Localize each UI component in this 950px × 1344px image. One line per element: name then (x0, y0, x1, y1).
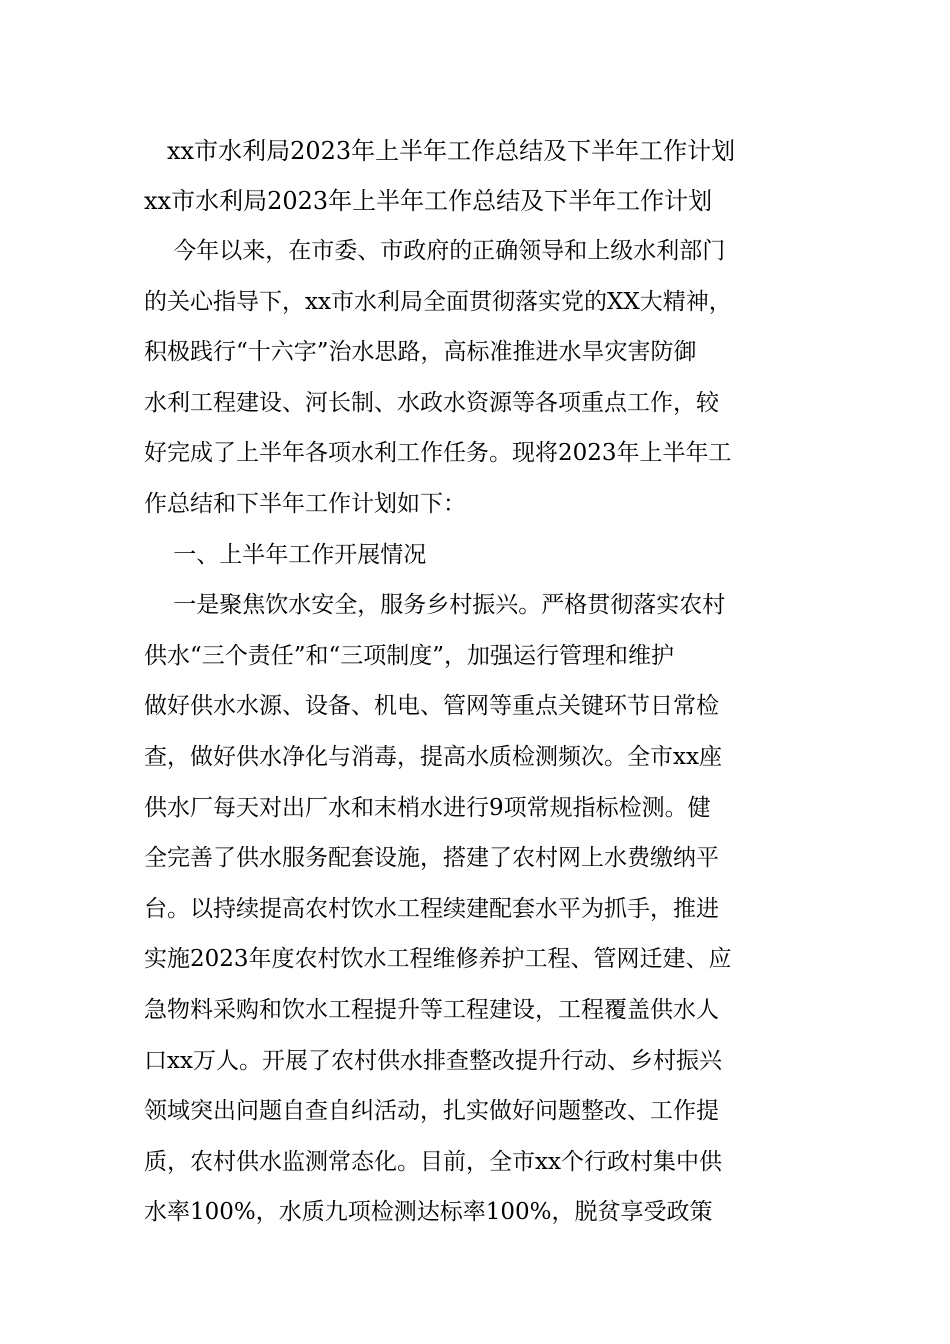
body-line: 水利工程建设、河长制、水政水资源等各项重点工作，较 (144, 389, 719, 416)
body-line: 全完善了供水服务配套设施，搭建了农村网上水费缴纳平 (144, 845, 719, 872)
body-line: 做好供水水源、设备、机电、管网等重点关键环节日常检 (144, 693, 719, 720)
document-body (144, 226, 814, 1238)
body-line: 台。以持续提高农村饮水工程续建配套水平为抓手，推进 (144, 895, 719, 922)
body-line: 查，做好供水净化与消毒，提高水质检测频次。全市xx座 (144, 743, 722, 770)
body-line: 今年以来，在市委、市政府的正确领导和上级水利部门 (144, 238, 726, 264)
body-line: 实施2023年度农村饮水工程维修养护工程、管网迁建、应 (144, 946, 732, 973)
body-line: 好完成了上半年各项水利工作任务。现将2023年上半年工 (144, 440, 732, 467)
body-line: 的关心指导下，xx市水利局全面贯彻落实党的XX大精神， (144, 288, 732, 315)
body-line: 积极践行“十六字”治水思路，高标准推进水旱灾害防御 (144, 339, 697, 366)
document-title-repeat: xx市水利局2023年上半年工作总结及下半年工作计划 (144, 187, 713, 215)
body-line: 一是聚焦饮水安全，服务乡村振兴。严格贯彻落实农村 (144, 592, 726, 619)
body-line: 供水厂每天对出厂水和末梢水进行9项常规指标检测。健 (144, 794, 711, 821)
document-title: xx市水利局2023年上半年工作总结及下半年工作计划 (167, 137, 736, 165)
body-line: 作总结和下半年工作计划如下： (144, 490, 466, 517)
section-heading: 一、上半年工作开展情况 (144, 541, 427, 568)
body-line: 水率100%，水质九项检测达标率100%，脱贫享受政策 (144, 1199, 713, 1226)
body-line: 供水“三个责任”和“三项制度”，加强运行管理和维护 (144, 642, 675, 669)
body-line: 质，农村供水监测常态化。目前，全市xx个行政村集中供 (144, 1148, 722, 1175)
body-line: 口xx万人。开展了农村供水排查整改提升行动、乡村振兴 (144, 1047, 722, 1074)
body-line: 急物料采购和饮水工程提升等工程建设，工程覆盖供水人 (144, 996, 719, 1023)
body-line: 领域突出问题自查自纠活动，扎实做好问题整改、工作提 (144, 1098, 719, 1125)
